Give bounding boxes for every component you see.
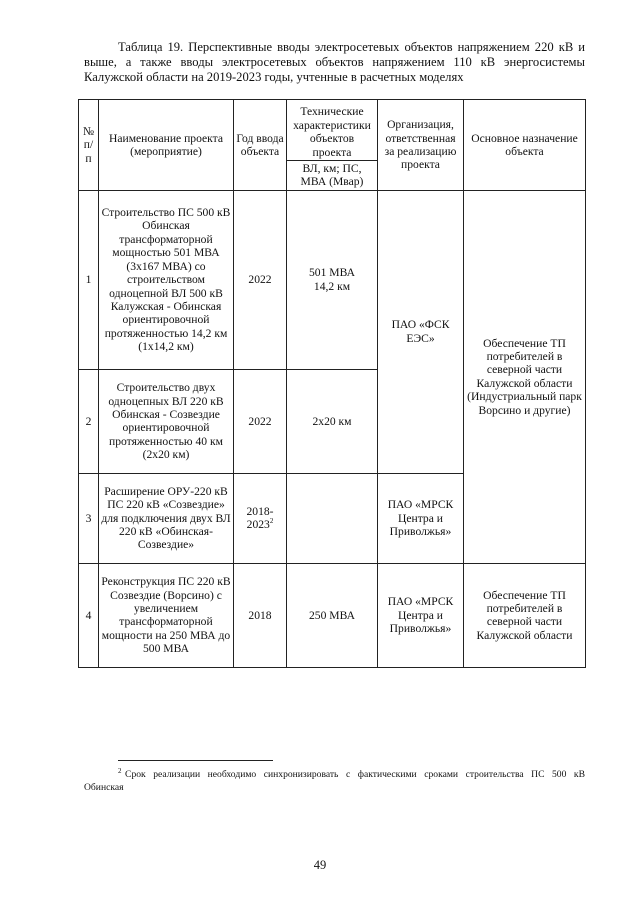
header-tech-sub: ВЛ, км; ПС, МВА (Мвар) — [287, 161, 378, 191]
header-row — [79, 100, 586, 161]
page-number: 49 — [313, 858, 327, 872]
project-name: Расширение ОРУ-220 кВ ПС 220 кВ «Созвездие» для подключения двух ВЛ 220 кВ «Обинская-Созвездие» — [99, 473, 234, 563]
header-org: Организация, ответственная за реализацию проекта — [378, 100, 464, 191]
project-name: Строительство двух одноцепных ВЛ 220 кВ Обинская - Созвездие ориентировочной протяженностью 40 км (2х20 км) — [99, 369, 234, 473]
project-year: 2018 — [234, 563, 287, 667]
year-range: 2018-2023 — [246, 504, 274, 532]
project-name: Реконструкция ПС 220 кВ Созвездие (Ворсино) с увеличением трансформаторной мощности на 250 МВА до 500 МВА — [99, 563, 234, 667]
project-purpose: Обеспечение ТП потребителей в северной части Калужской области — [464, 563, 586, 667]
table-row — [79, 563, 586, 667]
project-tech: 2х20 км — [287, 369, 378, 473]
org-fsk: ПАО «ФСК ЕЭС» — [378, 190, 464, 473]
header-name: Наименование проекта (мероприятие) — [99, 100, 234, 191]
row-num: 3 — [79, 473, 99, 563]
tech-value-length: 14,2 км — [313, 279, 351, 293]
project-name: Строительство ПС 500 кВ Обинская трансформаторной мощностью 501 МВА (3х167 МВА) со строительством одноцепной ВЛ 500 кВ Калужская - Обинская ориентировочной протяженностью 14,2 км (1х14,2 км) — [99, 190, 234, 369]
project-tech: 250 МВА — [287, 563, 378, 667]
project-year: 2022 — [234, 190, 287, 369]
header-purpose: Основное назначение объекта — [464, 100, 586, 191]
tech-value-power: 501 МВА — [309, 266, 355, 280]
row-num: 4 — [79, 563, 99, 667]
footnote-marker: 2 — [118, 766, 122, 775]
projects-table — [78, 99, 586, 668]
footnote-text: Срок реализации необходимо синхронизировать с фактическими сроками строительства ПС 500 кВ Обинская — [84, 769, 585, 793]
footnote-ref: 2 — [269, 517, 274, 526]
purpose-merged: Обеспечение ТП потребителей в северной части Калужской области (Индустриальный парк Ворсино и другие) — [464, 190, 586, 563]
footnote-separator — [118, 760, 273, 761]
row-num: 1 — [79, 190, 99, 369]
header-num: № п/п — [79, 100, 99, 191]
project-tech — [287, 190, 378, 369]
project-tech — [287, 473, 378, 563]
footnote — [84, 768, 585, 794]
table-caption: Таблица 19. Перспективные вводы электросетевых объектов напряжением 220 кВ и выше, а также вводы электросетевых объектов напряжением 110 кВ энергосистемы Калужской области на 2019-2023 годы, учтенные в расчетных моделях — [84, 40, 585, 84]
header-tech: Технические характеристики объектов проекта — [287, 100, 378, 161]
project-org: ПАО «МРСК Центра и Приволжья» — [378, 473, 464, 563]
table-row — [79, 190, 586, 369]
project-year — [234, 473, 287, 563]
project-year: 2022 — [234, 369, 287, 473]
header-year: Год ввода объекта — [234, 100, 287, 191]
project-org: ПАО «МРСК Центра и Приволжья» — [378, 563, 464, 667]
row-num: 2 — [79, 369, 99, 473]
